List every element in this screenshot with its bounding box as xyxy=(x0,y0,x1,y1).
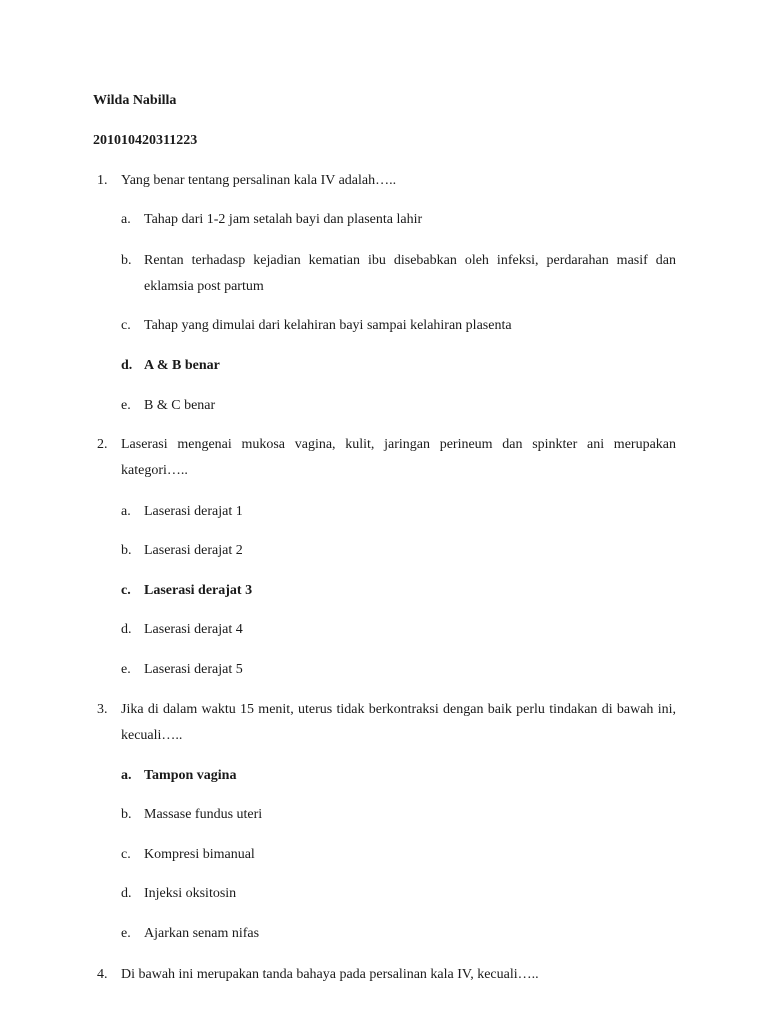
option-text: Laserasi derajat 4 xyxy=(144,622,243,637)
question-number: 4. xyxy=(97,967,108,982)
option-text: Laserasi derajat 5 xyxy=(144,662,243,677)
option-text: Ajarkan senam nifas xyxy=(144,926,260,941)
option-letter: e. xyxy=(121,398,131,413)
option-text: Laserasi derajat 1 xyxy=(144,504,243,519)
option-text-correct: Tampon vagina xyxy=(144,768,237,783)
question-text: Yang benar tentang persalinan kala IV adalah….. xyxy=(121,173,397,188)
option-letter: b. xyxy=(121,253,132,268)
option-letter: a. xyxy=(121,504,131,519)
question-number: 1. xyxy=(97,173,108,188)
option-letter-correct: c. xyxy=(121,583,131,598)
question-text: Di bawah ini merupakan tanda bahaya pada persalinan kala IV, kecuali….. xyxy=(121,967,539,982)
option-text: Kompresi bimanual xyxy=(144,847,255,862)
option-letter: d. xyxy=(121,886,132,901)
author-name: Wilda Nabilla xyxy=(93,93,177,108)
option-text: Laserasi derajat 2 xyxy=(144,543,243,558)
question-number: 3. xyxy=(97,702,108,717)
option-text: B & C benar xyxy=(144,398,216,413)
question-text: Jika di dalam waktu 15 menit, uterus tidak berkontraksi dengan baik perlu tindakan di bawah ini, kecuali….. xyxy=(121,702,676,743)
option-text: Tahap yang dimulai dari kelahiran bayi sampai kelahiran plasenta xyxy=(144,318,512,333)
option-letter: e. xyxy=(121,926,131,941)
student-id: 201010420311223 xyxy=(93,133,198,148)
option-letter: d. xyxy=(121,622,132,637)
option-letter: b. xyxy=(121,543,132,558)
option-letter: c. xyxy=(121,318,131,333)
option-letter: e. xyxy=(121,662,131,677)
option-text-correct: Laserasi derajat 3 xyxy=(144,583,253,598)
question-number: 2. xyxy=(97,437,108,452)
option-text-correct: A & B benar xyxy=(144,358,220,373)
option-text: Massase fundus uteri xyxy=(144,807,263,822)
option-text: Rentan terhadasp kejadian kematian ibu disebabkan oleh infeksi, perdarahan masif dan eklamsia post partum xyxy=(144,253,676,294)
option-text: Injeksi oksitosin xyxy=(144,886,237,901)
option-letter: c. xyxy=(121,847,131,862)
option-letter-correct: a. xyxy=(121,768,132,783)
question-text: Laserasi mengenai mukosa vagina, kulit, jaringan perineum dan spinkter ani merupakan kategori….. xyxy=(121,437,676,478)
option-letter: a. xyxy=(121,212,131,227)
option-letter: b. xyxy=(121,807,132,822)
option-text: Tahap dari 1-2 jam setalah bayi dan plasenta lahir xyxy=(144,212,423,227)
option-letter-correct: d. xyxy=(121,358,133,373)
